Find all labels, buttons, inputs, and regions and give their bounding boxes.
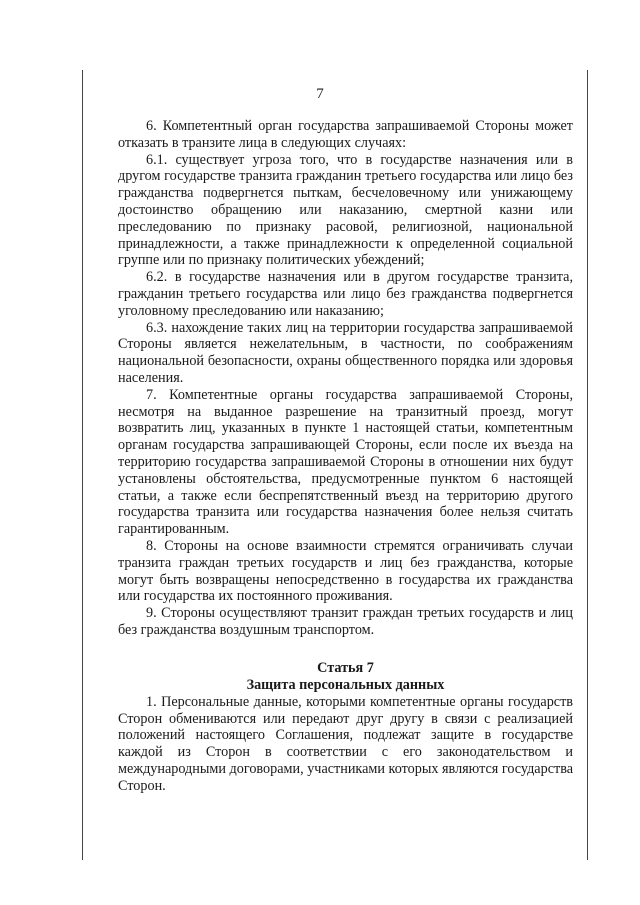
paragraph-8: 8. Стороны на основе взаимности стремятся ограничивать случаи транзита граждан третьих государств и лиц без гражданства, которые могут быть возвращены непосредственно в государства их гражданства или государства их постоянного проживания. [118,537,573,605]
article-7-paragraph-1: 1. Персональные данные, которыми компетентные органы государств Сторон обмениваются или передают друг другу в связи с реализацией положений настоящего Соглашения, подлежат защите в государстве каждой из Сторон в соответствии с его законодательством и международными договорами, участниками которых являются государства Сторон. [118,693,573,794]
page-number: 7 [316,86,324,102]
paragraph-6-1: 6.1. существует угроза того, что в государстве назначения или в другом государстве транзита гражданин третьего государства или лицо без гражданства подвергнется пыткам, бесчеловечному или унижающему достоинство обращению или наказанию, смертной казни или преследованию по признаку расовой, религиозной, национальной принадлежности, а также принадлежности к определенной социальной группе или по признаку политических убеждений; [118,151,573,269]
article-subtitle: Защита персональных данных [246,676,445,693]
paragraph-6-3: 6.3. нахождение таких лиц на территории государства запрашиваемой Стороны является нежелательным, в частности, по соображениям национальной безопасности, охраны общественного порядка или здоровья населения. [118,319,573,386]
article-title: Статья 7 [317,659,374,676]
paragraph-6: 6. Компетентный орган государства запрашиваемой Стороны может отказать в транзите лица в следующих случаях: [118,118,573,151]
paragraph-7: 7. Компетентные органы государства запрашиваемой Стороны, несмотря на выданное разрешение на транзитный проезд, могут возвратить лиц, указанных в пункте 1 настоящей статьи, компетентным органам государства запрашивающей Стороны, если после их въезда на территорию государства запрашиваемой Стороны в отношении них будут установлены обстоятельства, предусмотренные пунктом 6 настоящей статьи, а также если беспрепятственный въезд на территорию другого государства транзита или государства назначения более нельзя считать гарантированным. [118,386,573,538]
paragraph-9: 9. Стороны осуществляют транзит граждан третьих государств и лиц без гражданства воздушным транспортом. [118,605,573,638]
document-body [118,118,573,794]
paragraph-6-2: 6.2. в государстве назначения или в другом государстве транзита, гражданин третьего государства или лицо без гражданства подвергнется уголовному преследованию или наказанию; [118,269,573,319]
